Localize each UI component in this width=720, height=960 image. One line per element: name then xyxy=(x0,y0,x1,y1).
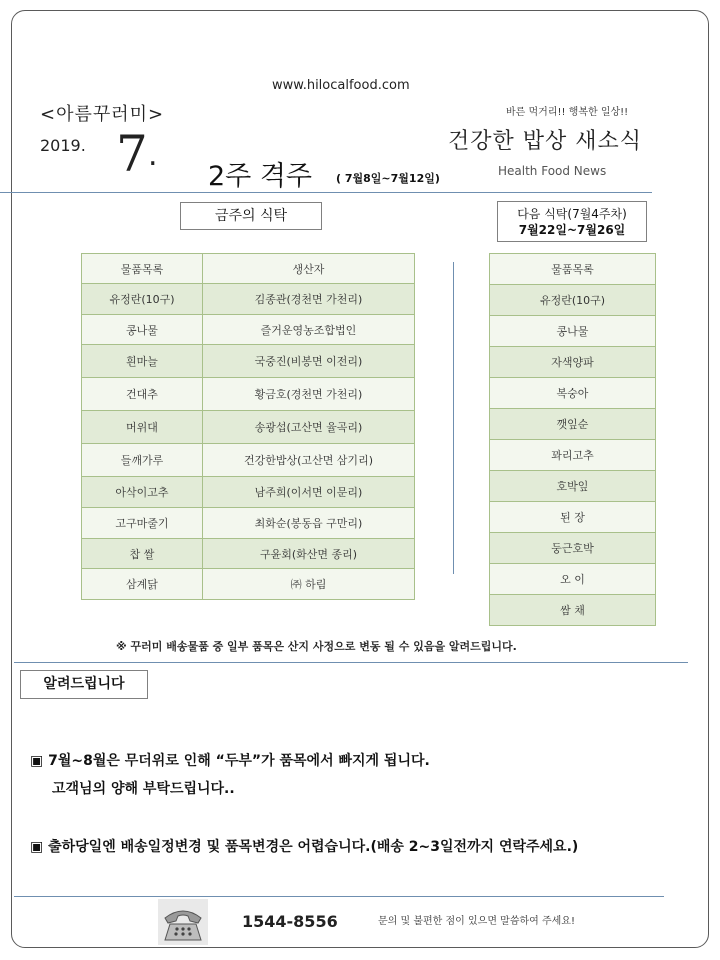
contact-phone[interactable]: 1544-8556 xyxy=(242,912,338,931)
table-row xyxy=(490,595,656,626)
next-week-title: 다음 식탁(7월4주차) xyxy=(517,207,627,221)
table-row xyxy=(82,378,415,411)
item-name-cell: 콩나물 xyxy=(490,316,656,347)
brand-name: <아름꾸러미> xyxy=(40,104,165,125)
top-divider xyxy=(0,192,652,193)
middle-divider xyxy=(14,662,688,663)
item-name-cell: 머위대 xyxy=(82,411,203,444)
week-range: ( 7월8일~7월12일) xyxy=(336,172,440,185)
table-row xyxy=(490,440,656,471)
table-row xyxy=(82,569,415,600)
item-name-cell: 아삭이고추 xyxy=(82,477,203,508)
item-name-cell: 건대추 xyxy=(82,378,203,411)
item-name-cell: 자색양파 xyxy=(490,347,656,378)
vertical-divider xyxy=(453,262,454,574)
item-name-cell: 들깨가루 xyxy=(82,444,203,477)
issue-year: 2019. xyxy=(40,136,86,155)
item-name-cell: 고구마줄기 xyxy=(82,508,203,539)
producer-cell: 최화순(봉동읍 구만리) xyxy=(203,508,415,539)
table-row xyxy=(82,539,415,569)
producer-cell: 생산자 xyxy=(203,254,415,284)
table-row xyxy=(82,444,415,477)
producer-cell: 국중진(비봉면 이전리) xyxy=(203,345,415,378)
item-name-cell: 유정란(10구) xyxy=(490,285,656,316)
producer-cell: 김종관(경천면 가천리) xyxy=(203,284,415,315)
item-name-cell: 삼계닭 xyxy=(82,569,203,600)
this-week-label: 금주의 식탁 xyxy=(180,202,322,230)
item-name-cell: 쌈 채 xyxy=(490,595,656,626)
table-row xyxy=(490,471,656,502)
producer-cell: 건강한밥상(고산면 삼기리) xyxy=(203,444,415,477)
item-name-cell: 된 장 xyxy=(490,502,656,533)
table-row xyxy=(82,315,415,345)
item-name-cell: 콩나물 xyxy=(82,315,203,345)
issue-month-dot: . xyxy=(148,138,158,173)
next-week-label xyxy=(497,201,647,242)
table-row xyxy=(490,285,656,316)
producer-cell: 송광섭(고산면 율곡리) xyxy=(203,411,415,444)
table-header-row xyxy=(490,254,656,285)
table-row xyxy=(490,409,656,440)
contact-message: 문의 및 불편한 점이 있으면 말씀하여 주세요! xyxy=(378,916,575,927)
table-row xyxy=(82,345,415,378)
item-name-cell: 흰마늘 xyxy=(82,345,203,378)
announcement-line-2: ▣ 출하당일엔 배송일정변경 및 품목변경은 어렵습니다.(배송 2~3일전까지 연락주세요.) xyxy=(30,839,579,855)
producer-cell: ㈜ 하림 xyxy=(203,569,415,600)
this-week-table xyxy=(81,253,415,600)
table-header-row xyxy=(82,254,415,284)
table-row xyxy=(490,316,656,347)
table-row xyxy=(82,284,415,315)
announcement-label: 알려드립니다 xyxy=(20,670,148,699)
table-row xyxy=(490,533,656,564)
announcement-line-1: ▣ 7월~8월은 무더위로 인해 “두부”가 품목에서 빠지게 됩니다. xyxy=(30,753,430,769)
table-row xyxy=(490,502,656,533)
next-week-table xyxy=(489,253,656,626)
telephone-icon xyxy=(157,898,209,946)
supply-notice: ※ 꾸러미 배송물품 중 일부 품목은 산지 사정으로 변동 될 수 있음을 알려드립니다. xyxy=(116,640,517,653)
item-name-cell: 호박잎 xyxy=(490,471,656,502)
announcement-line-1b: 고객님의 양해 부탁드립니다.. xyxy=(52,781,235,797)
website-url[interactable]: www.hilocalfood.com xyxy=(272,78,410,93)
table-row xyxy=(490,564,656,595)
table-row xyxy=(82,508,415,539)
producer-cell: 남주희(이서면 이문리) xyxy=(203,477,415,508)
item-name-cell: 복숭아 xyxy=(490,378,656,409)
item-name-cell: 유정란(10구) xyxy=(82,284,203,315)
producer-cell: 즐거운영농조합법인 xyxy=(203,315,415,345)
producer-cell: 황금호(경천면 가천리) xyxy=(203,378,415,411)
item-name-cell: 찹 쌀 xyxy=(82,539,203,569)
newsletter-title: 건강한 밥상 새소식 xyxy=(448,129,643,154)
issue-month: 7 xyxy=(116,125,148,183)
item-name-cell: 오 이 xyxy=(490,564,656,595)
producer-cell: 구윤회(화산면 종리) xyxy=(203,539,415,569)
week-type: 2주 격주 xyxy=(208,161,313,192)
slogan: 바른 먹거리!! 행복한 일상!! xyxy=(506,107,629,118)
table-row xyxy=(490,378,656,409)
next-week-range: 7월22일~7월26일 xyxy=(518,223,626,237)
table-row xyxy=(82,477,415,508)
bottom-divider xyxy=(14,896,664,897)
newsletter-subtitle: Health Food News xyxy=(498,164,607,178)
item-name-cell: 둥근호박 xyxy=(490,533,656,564)
item-name-cell: 깻잎순 xyxy=(490,409,656,440)
table-row xyxy=(490,347,656,378)
item-name-cell: 물품목록 xyxy=(490,254,656,285)
item-name-cell: 꽈리고추 xyxy=(490,440,656,471)
item-name-cell: 물품목록 xyxy=(82,254,203,284)
table-row xyxy=(82,411,415,444)
